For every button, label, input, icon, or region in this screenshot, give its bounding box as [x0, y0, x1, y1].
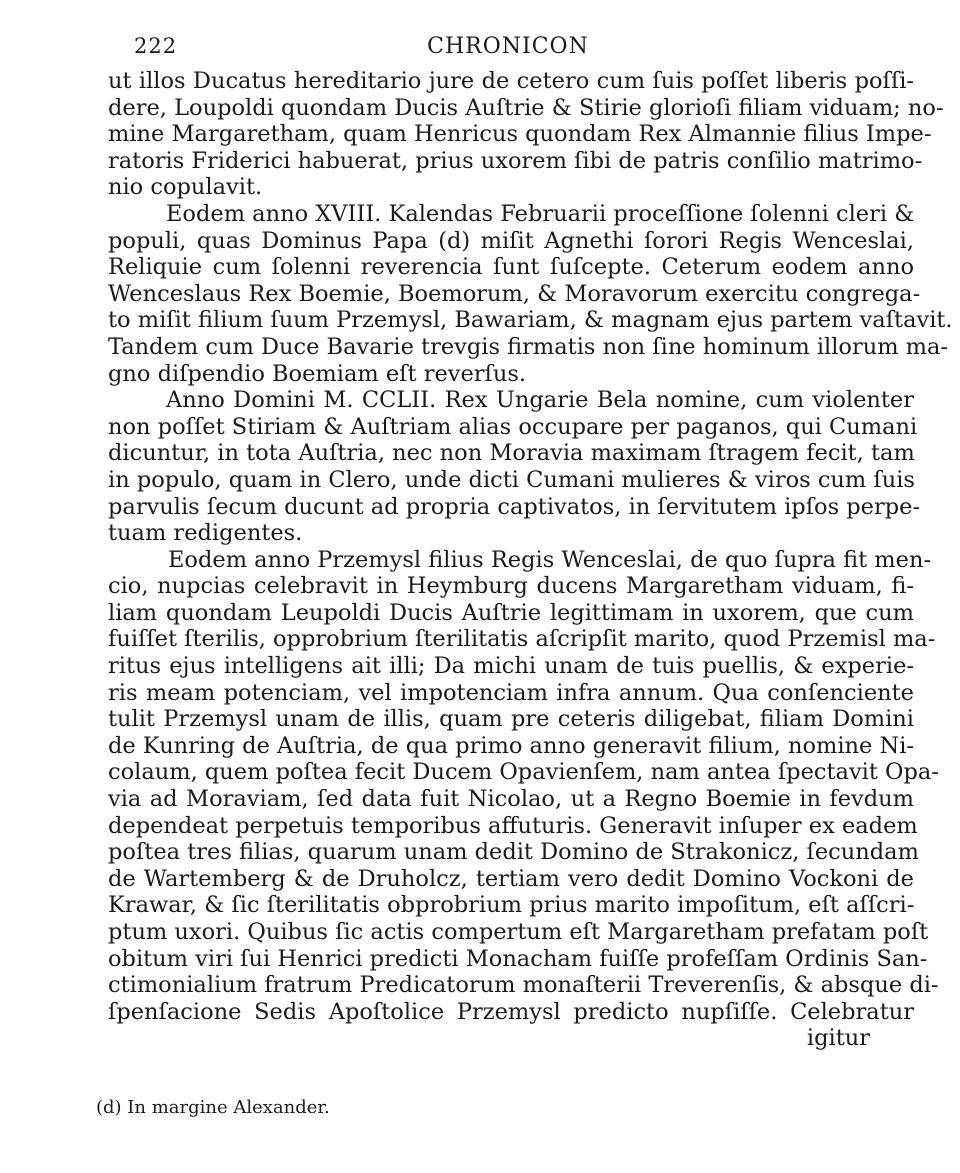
text-line: in populo, quam in Clero, unde dicti Cumani mulieres & viros cum ſuis: [108, 466, 915, 493]
text-line: ratoris Friderici habuerat, prius uxorem ſibi de patris conſilio matrimo-: [108, 147, 923, 174]
page-number: 222: [134, 34, 178, 58]
text-line: nio copulavit.: [108, 174, 263, 201]
text-line: dependeat perpetuis temporibus affuturis. Generavit inſuper ex eadem: [108, 812, 918, 839]
text-line: Krawar, & ſic ſterilitatis obprobrium prius marito impoſitum, eſt aſſcri-: [108, 892, 915, 919]
text-line: dicuntur, in tota Auſtria, nec non Moravia maximam ſtragem fecit, tam: [108, 440, 915, 467]
text-line: Tandem cum Duce Bavarie trevgis firmatis non ſine hominum illorum ma-: [108, 333, 949, 360]
text-line: non poſſet Stiriam & Auſtriam alias occupare per paganos, qui Cumani: [108, 413, 918, 440]
text-line: tuam redigentes.: [108, 520, 303, 547]
text-line: ris meam potenciam, vel impotenciam infra annum. Qua conſenciente: [108, 679, 914, 706]
text-line: to miſit filium ſuum Przemysl, Bawariam, & magnam ejus partem vaſtavit.: [108, 307, 953, 334]
text-line: ptum uxori. Quibus ſic actis compertum eſt Margaretham prefatam poſt: [108, 919, 929, 945]
text-line: ſpenſacione Sedis Apoſtolice Przemysl predicto nupſiſſe. Celebratur: [108, 998, 914, 1025]
text-line: ut illos Ducatus hereditario jure de cetero cum ſuis poſſet liberis poſſi-: [108, 68, 914, 94]
text-line: tulit Przemysl unam de illis, quam pre ceteris diligebat, filiam Domini: [108, 706, 914, 733]
text-line: colaum, quem poſtea fecit Ducem Opavienſem, nam antea ſpectavit Opa-: [108, 759, 939, 786]
text-line: dere, Loupoldi quondam Ducis Auſtrie & Stirie glorioſi filiam viduam; no-: [108, 94, 944, 121]
text-line: ritus ejus intelligens ait illi; Da michi unam de tuis puellis, & experie-: [108, 653, 914, 680]
text-line: liam quondam Leupoldi Ducis Auſtrie legittimam in uxorem, que cum: [108, 599, 914, 626]
text-line: Eodem anno Przemysl filius Regis Wenceslai, de quo ſupra fit men-: [168, 546, 932, 573]
text-line: Wenceslaus Rex Boemie, Boemorum, & Moravorum exercitu congrega-: [108, 280, 921, 307]
footnote: (d) In margine Alexander.: [96, 1097, 330, 1118]
page-header: [108, 34, 908, 66]
text-line: Reliquie cum ſolenni reverencia ſunt ſuſcepte. Ceterum eodem anno: [108, 254, 914, 281]
text-line: de Kunring de Auſtria, de qua primo anno generavit filium, nomine Ni-: [108, 732, 914, 759]
text-line: via ad Moraviam, ſed data fuit Nicolao, ut a Regno Boemie in fevdum: [108, 786, 914, 813]
text-line: populi, quas Dominus Papa (d) miſit Agnethi ſorori Regis Wenceslai,: [108, 227, 914, 254]
text-line: cio, nupcias celebravit in Heymburg ducens Margaretham viduam, fi-: [108, 573, 914, 600]
text-line: fuiſſet ſterilis, opprobrium ſterilitatis aſcripſit marito, quod Przemisl ma-: [108, 626, 936, 653]
text-line: mine Margaretham, quam Henricus quondam Rex Almannie filius Impe-: [108, 121, 932, 148]
text-line: Eodem anno XVIII. Kalendas Februarii proceſſione ſolenni cleri &: [166, 200, 915, 227]
body-text: [108, 68, 953, 1052]
text-line: igitur: [806, 1025, 870, 1052]
text-line: de Wartemberg & de Druholcz, tertiam vero dedit Domino Vockoni de: [108, 865, 914, 892]
text-line: Anno Domini M. CCLII. Rex Ungarie Bela nomine, cum violenter: [166, 387, 914, 414]
text-line: ctimonialium fratrum Predicatorum monaſterii Treverenſis, & absque di-: [108, 972, 939, 999]
text-line: parvulis ſecum ducunt ad propria captivatos, in ſervitutem ipſos perpe-: [108, 493, 921, 520]
running-title: CHRONICON: [427, 34, 589, 59]
text-line: poſtea tres filias, quarum unam dedit Domino de Strakonicz, ſecundam: [108, 839, 919, 866]
text-line: gno diſpendio Boemiam eſt reverſus.: [108, 360, 527, 387]
text-line: obitum viri ſui Henrici predicti Monacham fuiſſe profeſſam Ordinis San-: [108, 945, 928, 972]
